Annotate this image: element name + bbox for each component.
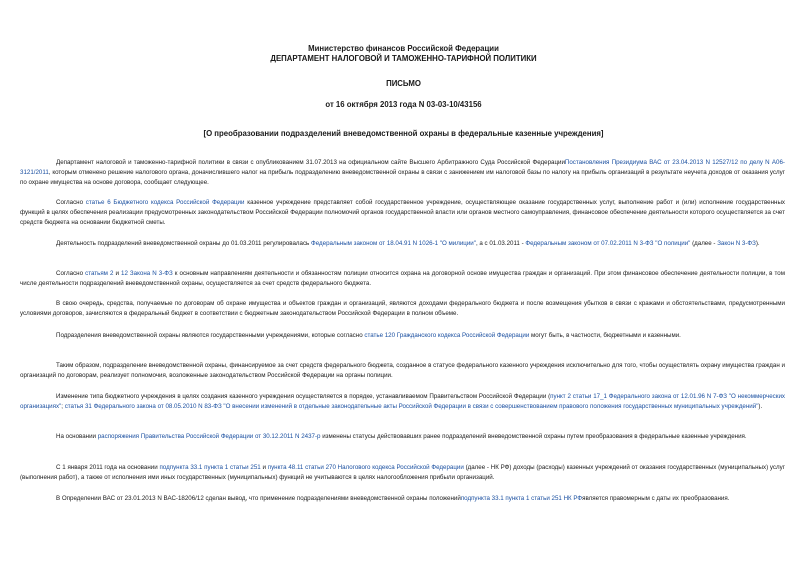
paragraph-text: Департамент налоговой и таможенно-тарифной политики в связи с опубликованием 31.07.2013 на официальном сайте Высшего Арбитражного Суда Российской Федерации [56, 159, 565, 166]
document-type: ПИСЬМО [386, 79, 421, 88]
paragraph-text: (далее - НК РФ) доходы (расходы) казенных учреждений от оказания государственных (муниципальных) услуг (выполнения работ), а также от исполнения ими иных государственных (муниципальных) функций не учитываются в целях налогообложения прибыли организаций. [20, 464, 785, 481]
paragraph [20, 361, 785, 381]
paragraph [20, 331, 785, 341]
paragraph-text: и [260, 464, 268, 471]
document-link[interactable]: Закон N 3-ФЗ [717, 240, 756, 247]
paragraph-text: к основным направлениям деятельности и обязанностям полиции относится охрана на договорной основе имущества граждан и организаций. При этом финансовое обеспечение деятельности полиции, в том числе деятельности подразделений вневедомственной охраны, осуществляется за счет средств федерального бюджета. [20, 270, 785, 287]
paragraph-text: могут быть, в частности, бюджетными и казенными. [529, 332, 681, 339]
document-link[interactable]: статье 6 Бюджетного кодекса Российской Федерации [85, 199, 245, 206]
paragraph-text: Согласно [56, 199, 86, 206]
document-date-number: от 16 октября 2013 года N 03-03-10/43156 [325, 100, 482, 109]
ministry-title: Министерство финансов Российской Федерации [308, 44, 499, 53]
paragraph-text: ; [61, 402, 65, 410]
paragraph-text: Таким образом, подразделение вневедомственной охраны, финансируемое за счет средств федерального бюджета, созданное в статусе федерального казенного учреждения исключительно для того, чтобы осуществлять охрану имущества граждан и организаций по договорам, реализует полномочия, возложенные законодательством Российской Федерации на органы полиции. [20, 362, 785, 379]
paragraph-text: изменены статусы действовавших ранее подразделений вневедомственной охраны путем преобразования в федеральные казенные учреждения. [320, 433, 747, 440]
document-link[interactable]: подпункта 33.1 пункта 1 статьи 251 [159, 464, 261, 471]
document-link[interactable]: статья 31 Федерального закона от 08.05.2010 N 83-ФЗ "О внесении изменений в отдельные законодательные акты Российской Федерации в связи с совершенствованием правового положения государственных муниципальных учреждений" [64, 402, 759, 410]
paragraph [20, 432, 785, 442]
paragraph [20, 269, 785, 289]
paragraph [20, 158, 785, 188]
paragraph [20, 239, 785, 249]
document-link[interactable]: подпункта 33.1 пункта 1 статьи 251 НК РФ [460, 495, 583, 502]
paragraph-text: Деятельность подразделений вневедомственной охраны до 01.03.2011 регулировалась [56, 240, 312, 247]
paragraph-text: ). [758, 402, 763, 410]
paragraph [20, 463, 785, 483]
paragraph-text: и [113, 270, 121, 277]
paragraph [20, 299, 785, 319]
paragraph-text: ). [755, 240, 760, 247]
paragraph-text: казенное учреждение представляет собой государственное учреждение, осуществляющее оказание государственных услуг, выполнение работ и (или) исполнение государственных функций в целях обеспечения реализации предусмотренных законодательством Российской Федерации полномочий органов государственной власти или органов местного самоуправления, финансовое обеспечение деятельности которого осуществляется за счет средств бюджета на основании бюджетной сметы. [20, 199, 786, 226]
paragraph-text: Согласно [56, 270, 86, 277]
department-title: ДЕПАРТАМЕНТ НАЛОГОВОЙ И ТАМОЖЕННО-ТАРИФНОЙ ПОЛИТИКИ [270, 54, 537, 63]
paragraph [20, 198, 785, 228]
paragraph-text: , а с 01.03.2011 - [475, 240, 526, 247]
document-link[interactable]: Постановления Президиума ВАС от 23.04.2013 N 12527/12 по делу N А06-3121/2011 [20, 159, 785, 176]
document-link[interactable]: пункта 48.11 статьи 270 Налогового кодекса Российской Федерации [267, 464, 464, 471]
paragraph-text: В Определении ВАС от 23.01.2013 N ВАС-18206/12 сделан вывод, что применение подразделениями вневедомственной охраны положений [56, 495, 461, 502]
document-link[interactable]: 12 Закона N 3-ФЗ [121, 270, 173, 277]
paragraph-text: (далее - [690, 240, 718, 247]
document-link[interactable]: Федеральным законом от 07.02.2011 N 3-ФЗ "О полиции" [525, 240, 691, 247]
paragraph [20, 392, 785, 412]
document-link[interactable]: статьям 2 [85, 270, 114, 277]
document-link[interactable]: распоряжения Правительства Российской Федерации от 30.12.2011 N 2437-р [97, 433, 321, 440]
paragraph-text: В свою очередь, средства, получаемые по договорам об охране имущества и объектов граждан и организаций, являются доходами федерального бюджета и после возмещения убытков в связи с кражами и обстоятельствами, предусмотренными условиями договоров, зачисляются в федеральный бюджет в соответствии с бюджетным законодательством Российской Федерации в полном объеме. [20, 300, 785, 317]
document-link[interactable]: Федеральным законом от 18.04.91 N 1026-1 "О милиции" [311, 240, 476, 247]
document-link[interactable]: статье 120 Гражданского кодекса Российской Федерации [364, 332, 530, 339]
paragraph-text: является правомерным с даты их преобразования. [582, 495, 730, 502]
document-subject: [О преобразовании подразделений вневедомственной охраны в федеральные казенные учреждения] [203, 129, 604, 138]
paragraph-text: С 1 января 2011 года на основании [56, 464, 160, 471]
paragraph-text: На основании [56, 433, 98, 440]
document-link[interactable]: пункт 2 статьи 17_1 Федерального закона от 12.01.96 N 7-ФЗ "О некоммерческих организациях" [20, 393, 786, 410]
paragraph [20, 494, 785, 504]
paragraph-text: Подразделения вневедомственной охраны являются государственными учреждениями, которые согласно [56, 332, 365, 339]
paragraph-text: Изменение типа бюджетного учреждения в целях создания казенного учреждения осуществляется в порядке, устанавливаемом Правительством Российской Федерации ( [56, 393, 551, 400]
paragraph-text: , которым отменено решение налогового органа, доначислившего налог на прибыль подразделению вневедомственной охраны в связи с занижением им налоговой базы по налогу на прибыль организаций в результате неучета доходов от оказания услуг по охране имущества на основе договора, сообщает следующее. [20, 168, 785, 186]
